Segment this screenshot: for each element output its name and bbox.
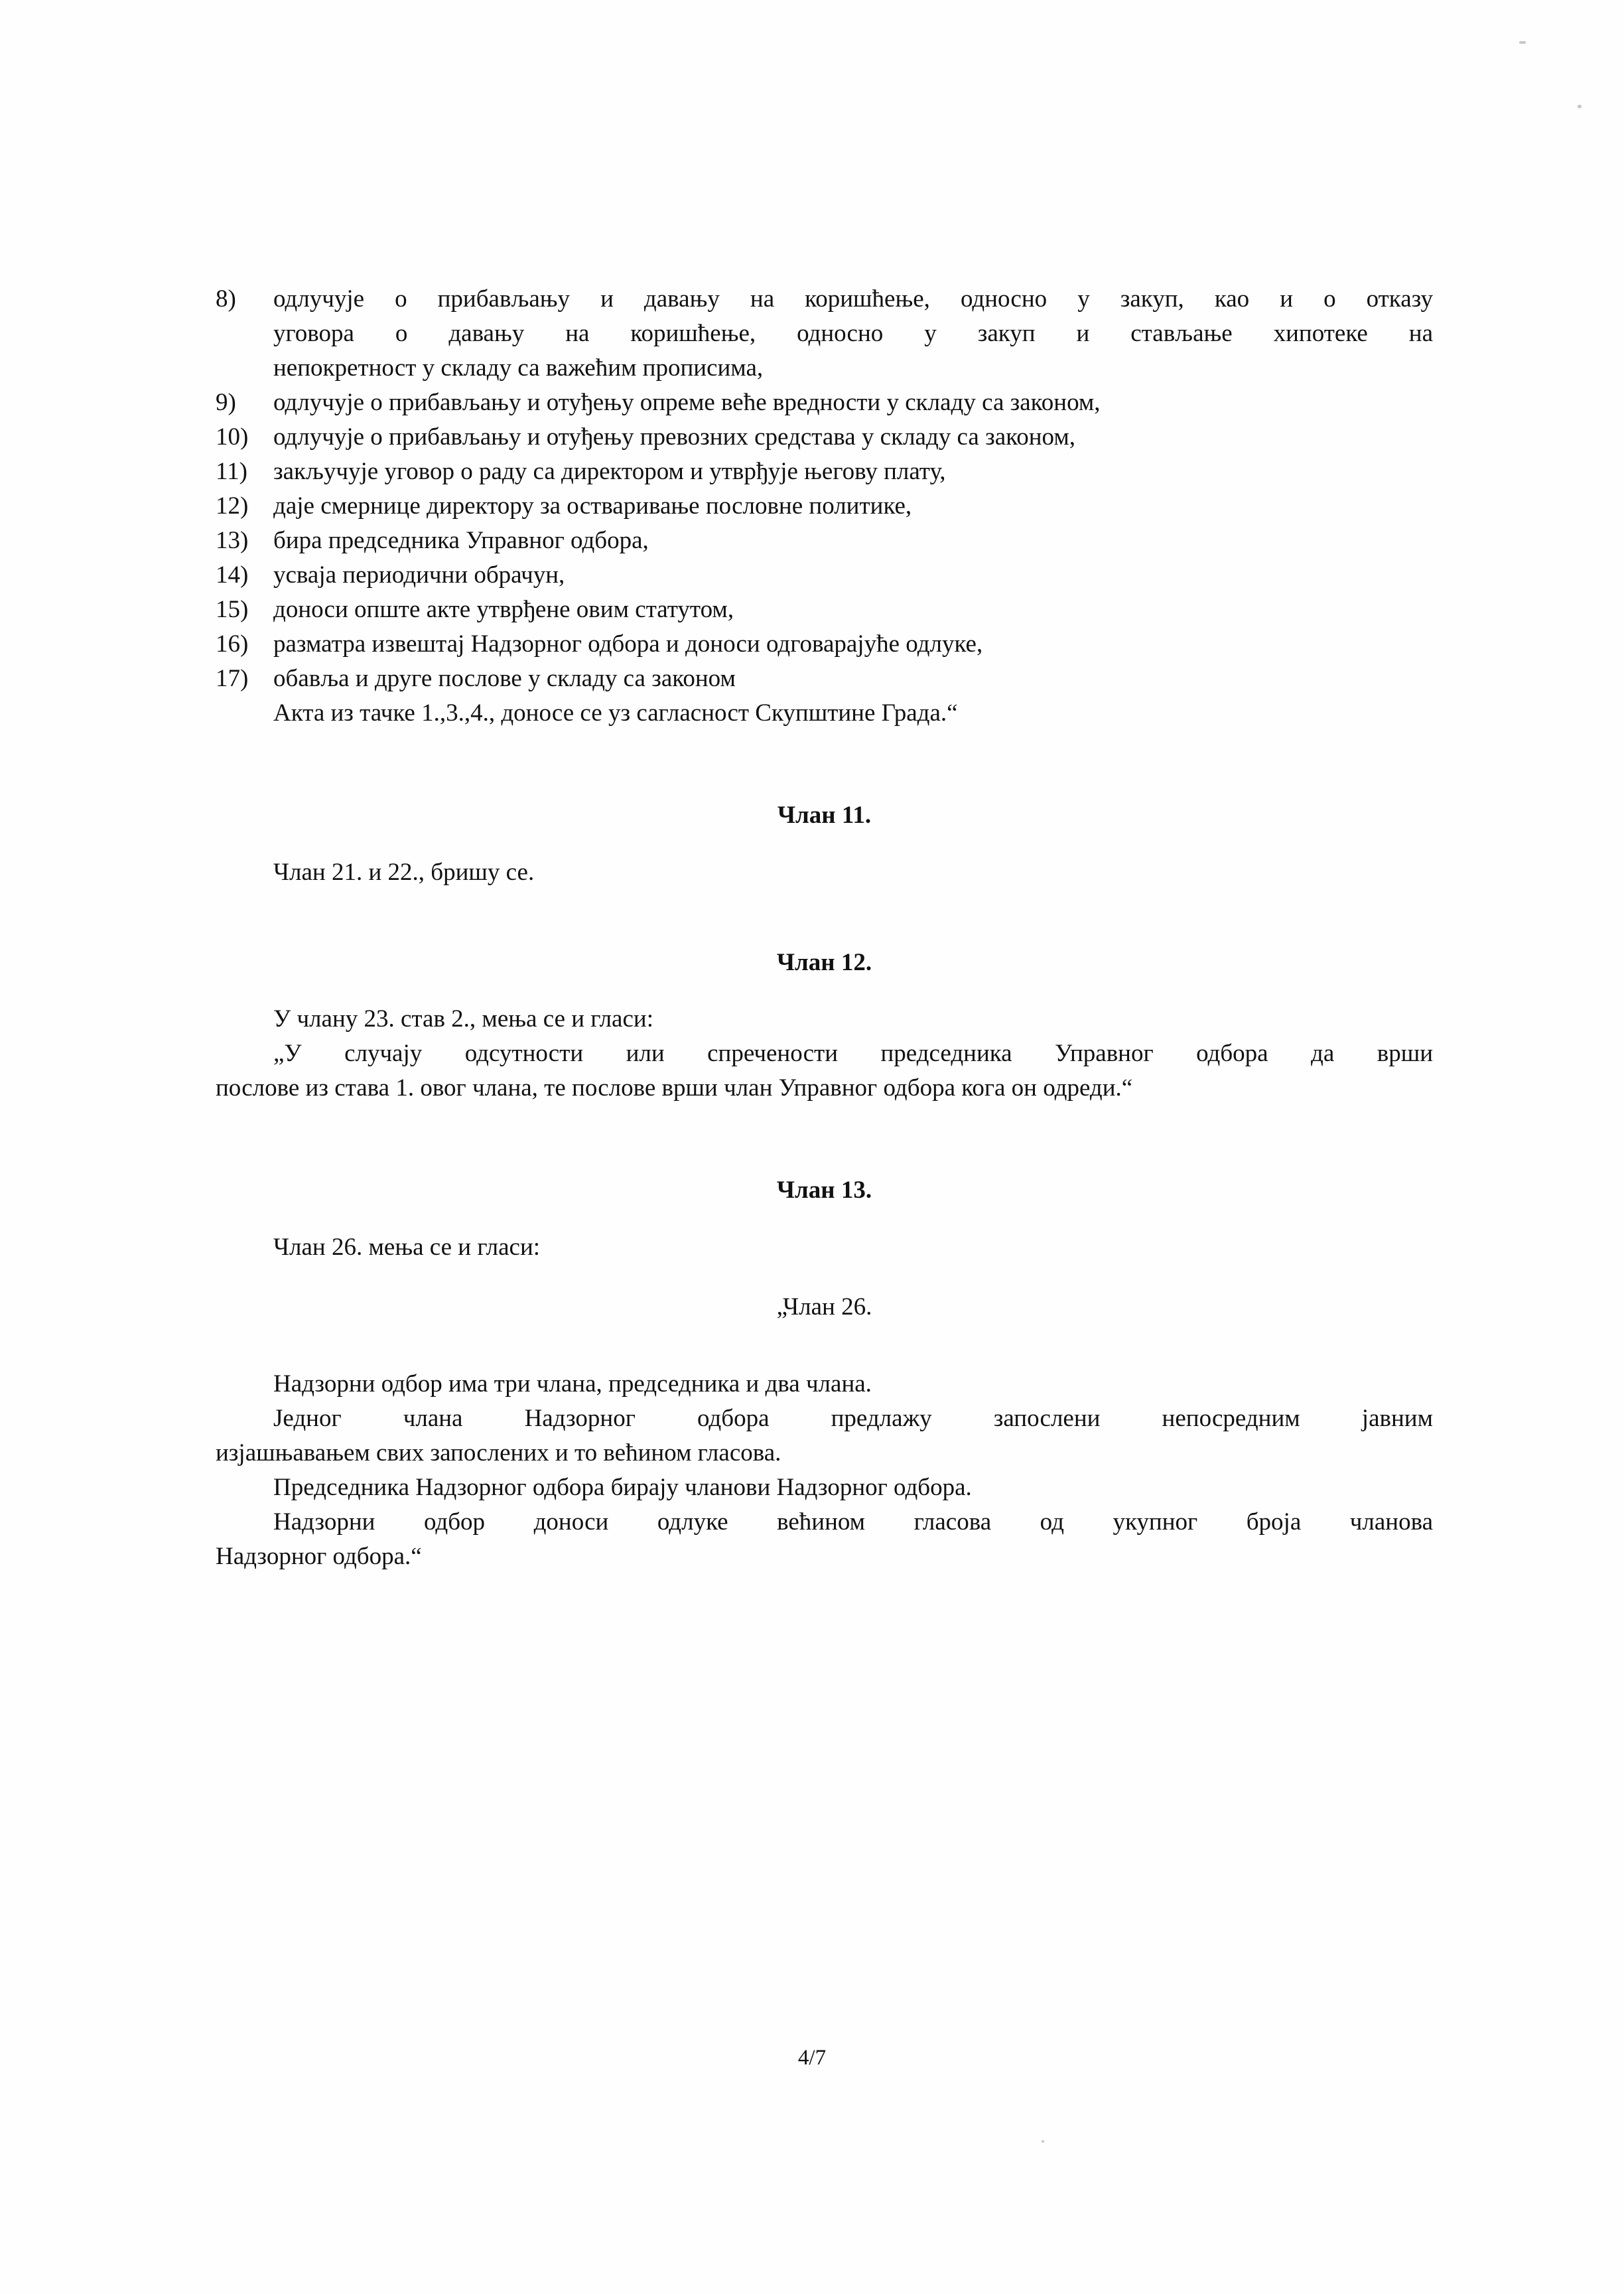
quoted-article-heading: „Члан 26. <box>776 1293 872 1321</box>
quoted-paragraph <box>216 1401 1433 1470</box>
list-item <box>216 627 1433 662</box>
paragraph-line: Надзорни одбор доноси одлуке већином гласова од укупног броја чланова <box>273 1508 1433 1536</box>
page-number: 4/7 <box>797 2046 827 2070</box>
list-item-text: разматра извештај Надзорног одбора и доноси одговарајуће одлуке, <box>273 630 983 658</box>
list-item <box>216 662 1433 696</box>
list-item <box>216 489 1433 524</box>
quoted-paragraph <box>216 1367 1433 1401</box>
list-closing-paragraph: Акта из тачке 1.,3.,4., доносе се уз сагласност Скупштине Града.“ <box>273 699 958 727</box>
list-item-number: 15) <box>216 596 249 623</box>
paragraph-line: Председника Надзорног одбора бирају чланови Надзорног одбора. <box>273 1474 972 1501</box>
document-body <box>216 282 1433 1574</box>
list-item-number: 14) <box>216 561 249 589</box>
list-item-number: 13) <box>216 527 249 554</box>
list-item <box>216 558 1433 593</box>
list-item <box>216 282 1433 386</box>
article-quote-continued <box>216 1071 1433 1106</box>
list-item <box>216 455 1433 489</box>
list-item-text: одлучује о прибављању и отуђењу опреме веће вредности у складу са законом, <box>273 389 1101 416</box>
article-heading: Члан 13. <box>776 1177 872 1204</box>
list-item <box>216 524 1433 558</box>
list-item-line: непокретност у складу са важећим прописима, <box>273 354 764 382</box>
list-item-text: доноси опште акте утврђене овим статутом, <box>273 596 734 623</box>
article-heading: Члан 12. <box>776 949 872 976</box>
list-item-text: даје смернице директору за остваривање пословне политике, <box>273 492 912 520</box>
scan-speck <box>1042 2140 1044 2143</box>
quoted-paragraph <box>216 1470 1433 1505</box>
article-text: Члан 21. и 22., бришу се. <box>273 859 535 886</box>
list-item-number: 9) <box>216 389 236 416</box>
list-item-number: 11) <box>216 458 247 485</box>
paragraph-line: Једног члана Надзорног одбора предлажу запослени непосредним јавним <box>273 1405 1433 1432</box>
paragraph-line: Надзорног одбора.“ <box>216 1543 422 1570</box>
list-item-number: 12) <box>216 492 249 520</box>
paragraph-line: Надзорни одбор има три члана, председника и два члана. <box>273 1370 872 1398</box>
list-item <box>216 420 1433 455</box>
list-item <box>216 386 1433 420</box>
article-heading: Члан 11. <box>777 802 872 829</box>
quote-line: „У случају одсутности или спречености председника Управног одбора да врши <box>273 1040 1433 1067</box>
quoted-paragraph <box>216 1505 1433 1574</box>
list-item-text: бира председника Управног одбора, <box>273 527 649 554</box>
scan-speck <box>1519 41 1526 44</box>
scan-speck <box>1578 105 1582 108</box>
list-item-number: 10) <box>216 423 249 451</box>
list-item-text: обавља и друге послове у складу са законом <box>273 665 736 692</box>
list-item-text: усваја периодични обрачун, <box>273 561 565 589</box>
list-item-number: 8) <box>216 285 236 313</box>
list-item-line: одлучује о прибављању и давању на коришћење, односно у закуп, као и о отказу <box>273 285 1433 313</box>
list-item-number: 17) <box>216 665 249 692</box>
list-item-line: уговора о давању на коришћење, односно у закуп и стављање хипотеке на <box>273 320 1433 347</box>
list-item-text: одлучује о прибављању и отуђењу превозних средстава у складу са законом, <box>273 423 1075 451</box>
paragraph-line: изјашњавањем свих запослених и то већином гласова. <box>216 1439 781 1467</box>
quote-line: послове из става 1. овог члана, те послове врши члан Управног одбора кога он одреди.“ <box>216 1074 1133 1102</box>
list-item <box>216 593 1433 627</box>
article-intro: Члан 26. мења се и гласи: <box>273 1234 541 1261</box>
list-item-number: 16) <box>216 630 249 658</box>
article-quote <box>216 1037 1433 1071</box>
list-item-text: закључује уговор о раду са директором и утврђује његову плату, <box>273 458 946 485</box>
article-intro: У члану 23. став 2., мења се и гласи: <box>273 1005 653 1033</box>
